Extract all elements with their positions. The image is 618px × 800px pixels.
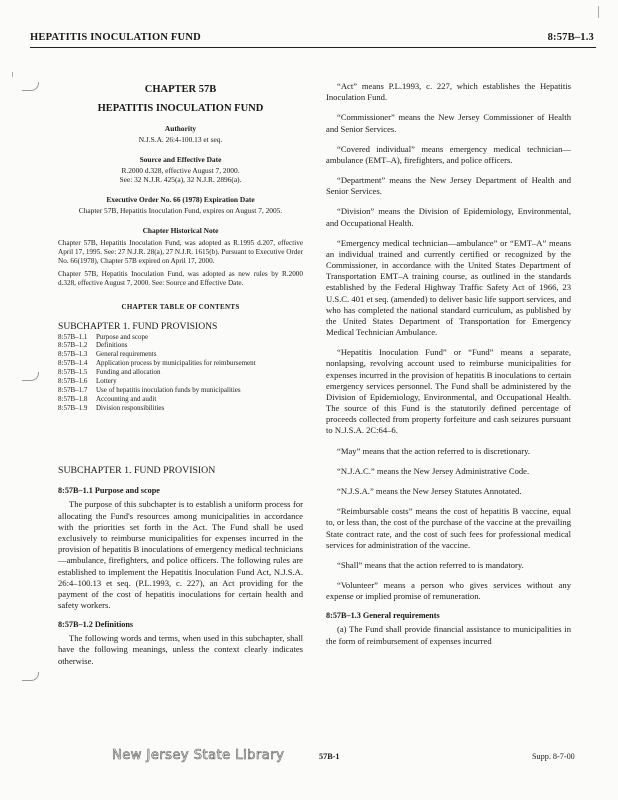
toc-section-title: Division responsibilities: [96, 403, 165, 412]
toc-section-title: Accounting and audit: [96, 394, 157, 403]
header-title: HEPATITIS INOCULATION FUND: [30, 32, 201, 43]
source-text: R.2000 d.328, effective August 7, 2000.: [121, 165, 240, 175]
executive-order-text: Chapter 57B, Hepatitis Inoculation Fund, expires on August 7, 2005.: [78, 205, 283, 215]
toc-section-number: 8:57B–1.8: [58, 394, 88, 403]
binding-mark: [22, 82, 39, 91]
toc-section-title: Application process by municipalities for reimbursement: [96, 359, 256, 368]
definition: “Commissioner” means the New Jersey Commissioner of Health and Senior Services.: [326, 112, 571, 134]
scan-mark: [598, 6, 599, 18]
right-column: [326, 81, 571, 647]
binding-mark: [22, 372, 39, 381]
section-text: The purpose of this subchapter is to establish a uniform process for allocating the Fund's resources among municipalities in accordance with the priorities set forth in the Act. The Fund shall be used exclusively to reimburse municipalities for expenses incurred in the provision of hepatitis B inoculations of emergency medical technicians—ambulance, firefighters, and police officers. The following rules are established to implement the Hepatitis Inoculation Fund Act, N.J.S.A. 26:4–100.13 et seq. (P.L.1993, c. 227), an Act providing for the payment of the cost of hepatitis inoculations for certain health and safety workers.: [58, 499, 303, 611]
historical-note-text: Chapter 57B, Hepatitis Inoculation Fund, was adopted as R.1995 d.207, effective April 17, 1995. See: 27 N.J.R. 28(a), 27 N.J.R. 1615(b). Pursuant to Executive Order No. 66(1978), Chapter 57B expired on April 17, 2000.: [58, 238, 303, 265]
toc-section-number: 8:57B–1.3: [58, 350, 88, 359]
toc-section-number: 8:57B–1.2: [58, 341, 88, 350]
toc-row: [58, 404, 303, 413]
historical-note-text: Chapter 57B, Hepatitis Inoculation Fund, was adopted as new rules by R.2000 d.328, effective August 7, 2000. See: Source and Effective Date.: [58, 270, 303, 288]
section-heading: 8:57B–1.3 General requirements: [326, 611, 440, 621]
definition: “Reimbursable costs” means the cost of hepatitis B vaccine, equal to, or less than, the cost of the purchase of the vaccine at the prevailing State contract rate, and the cost of such fees for professional medical services for administration of the vaccine.: [326, 506, 571, 550]
definition: “Department” means the New Jersey Department of Health and Senior Services.: [326, 175, 571, 197]
chapter-number: CHAPTER 57B: [144, 84, 217, 95]
toc-section-number: 8:57B–1.9: [58, 403, 88, 412]
toc-section-number: 8:57B–1.5: [58, 368, 88, 377]
page-number: 57B-1: [319, 752, 340, 761]
header-rule: [30, 47, 596, 48]
table-of-contents: [58, 333, 303, 413]
toc-row: [58, 377, 303, 386]
source-heading: Source and Effective Date: [139, 154, 222, 164]
section-heading: 8:57B–1.1 Purpose and scope: [58, 486, 160, 496]
binding-mark: [12, 72, 13, 77]
section-heading: 8:57B–1.2 Definitions: [58, 620, 134, 630]
definition: “Emergency medical technician—ambulance” or “EMT–A” means an individual trained and currently certified or recognized by the Commissioner, in accordance with the United States Department of Transportation EMT–A training course, as outlined in the standards established by the Federal Highway Traffic Safety Act of 1966, 23 U.S.C. 401 et seq. (amended) to deliver basic life support services, and who has completed the national standard curriculum, as published by the United States Department of Transportation for Emergency Medical Technician Ambulance.: [326, 237, 571, 338]
page-footer: [0, 748, 618, 768]
toc-row: [58, 395, 303, 404]
toc-section-title: Purpose and scope: [96, 332, 149, 341]
toc-section-number: 8:57B–1.1: [58, 332, 88, 341]
subchapter-heading: SUBCHAPTER 1. FUND PROVISION: [58, 465, 216, 477]
definition: “Hepatitis Inoculation Fund” or “Fund” means a separate, nonlapsing, revolving account used to reimburse municipalities for expenses incurred in the provision of hepatitis B inoculations to certain emergency services personnel. The Fund shall be administered by the Division of Epidemiology, Environmental, and Occupational Health. The source of this Fund is the statutorily defined percentage of proceeds collected from property forfeiture and cash seizures pursuant to N.J.S.A. 2C:64–6.: [326, 347, 571, 436]
definition: “N.J.A.C.” means the New Jersey Administrative Code.: [337, 465, 530, 476]
toc-section-title: Lottery: [96, 376, 117, 385]
binding-mark: [22, 672, 39, 681]
definition: “Act” means P.L.1993, c. 227, which establishes the Hepatitis Inoculation Fund.: [326, 81, 571, 103]
chapter-title: HEPATITIS INOCULATION FUND: [97, 103, 264, 114]
toc-heading: CHAPTER TABLE OF CONTENTS: [121, 302, 240, 311]
toc-section-number: 8:57B–1.4: [58, 359, 88, 368]
executive-order-heading: Executive Order No. 66 (1978) Expiration Date: [106, 194, 255, 204]
authority-text: N.J.S.A. 26:4-100.13 et seq.: [138, 135, 223, 144]
toc-section-title: Use of hepatitis inoculation funds by municipalities: [96, 385, 241, 394]
definition: “Shall” means that the action referred to is mandatory.: [337, 559, 524, 570]
definition: “May” means that the action referred to is discretionary.: [337, 445, 530, 456]
definition: “Volunteer” means a person who gives services without any expense or implied promise of remuneration.: [326, 580, 571, 602]
section-text: The following words and terms, when used in this subchapter, shall have the following meanings, unless the context clearly indicates otherwise.: [58, 633, 303, 666]
historical-note-heading: Chapter Historical Note: [142, 225, 219, 235]
authority-heading: Authority: [164, 124, 197, 133]
header-section-number: 8:57B–1.3: [547, 32, 594, 43]
definition: “N.J.S.A.” means the New Jersey Statutes Annotated.: [337, 485, 522, 496]
supplement-date: Supp. 8-7-00: [532, 752, 575, 761]
library-watermark: New Jersey State Library: [112, 748, 285, 763]
toc-section-number: 8:57B–1.6: [58, 376, 88, 385]
toc-row: [58, 386, 303, 395]
toc-row: [58, 333, 303, 342]
toc-section-title: General requirements: [96, 350, 157, 359]
running-header: [30, 32, 594, 43]
definition: “Division” means the Division of Epidemiology, Environmental, and Occupational Health.: [326, 206, 571, 228]
toc-section-title: Funding and allocation: [96, 368, 161, 377]
toc-section-title: Definitions: [96, 341, 128, 350]
definitions-list: [326, 81, 571, 602]
toc-section-number: 8:57B–1.7: [58, 385, 88, 394]
source-text: See: 32 N.J.R. 425(a), 32 N.J.R. 2896(a).: [119, 175, 242, 185]
toc-row: [58, 368, 303, 377]
section-text: (a) The Fund shall provide financial assistance to municipalities in the form of reimbursement of expenses incurred: [326, 624, 571, 646]
toc-row: [58, 359, 303, 368]
toc-row: [58, 341, 303, 350]
toc-row: [58, 350, 303, 359]
toc-subchapter: SUBCHAPTER 1. FUND PROVISIONS: [58, 320, 218, 332]
definition: “Covered individual” means emergency medical technician—ambulance (EMT–A), firefighters, and police officers.: [326, 143, 571, 165]
left-column: [58, 62, 303, 667]
